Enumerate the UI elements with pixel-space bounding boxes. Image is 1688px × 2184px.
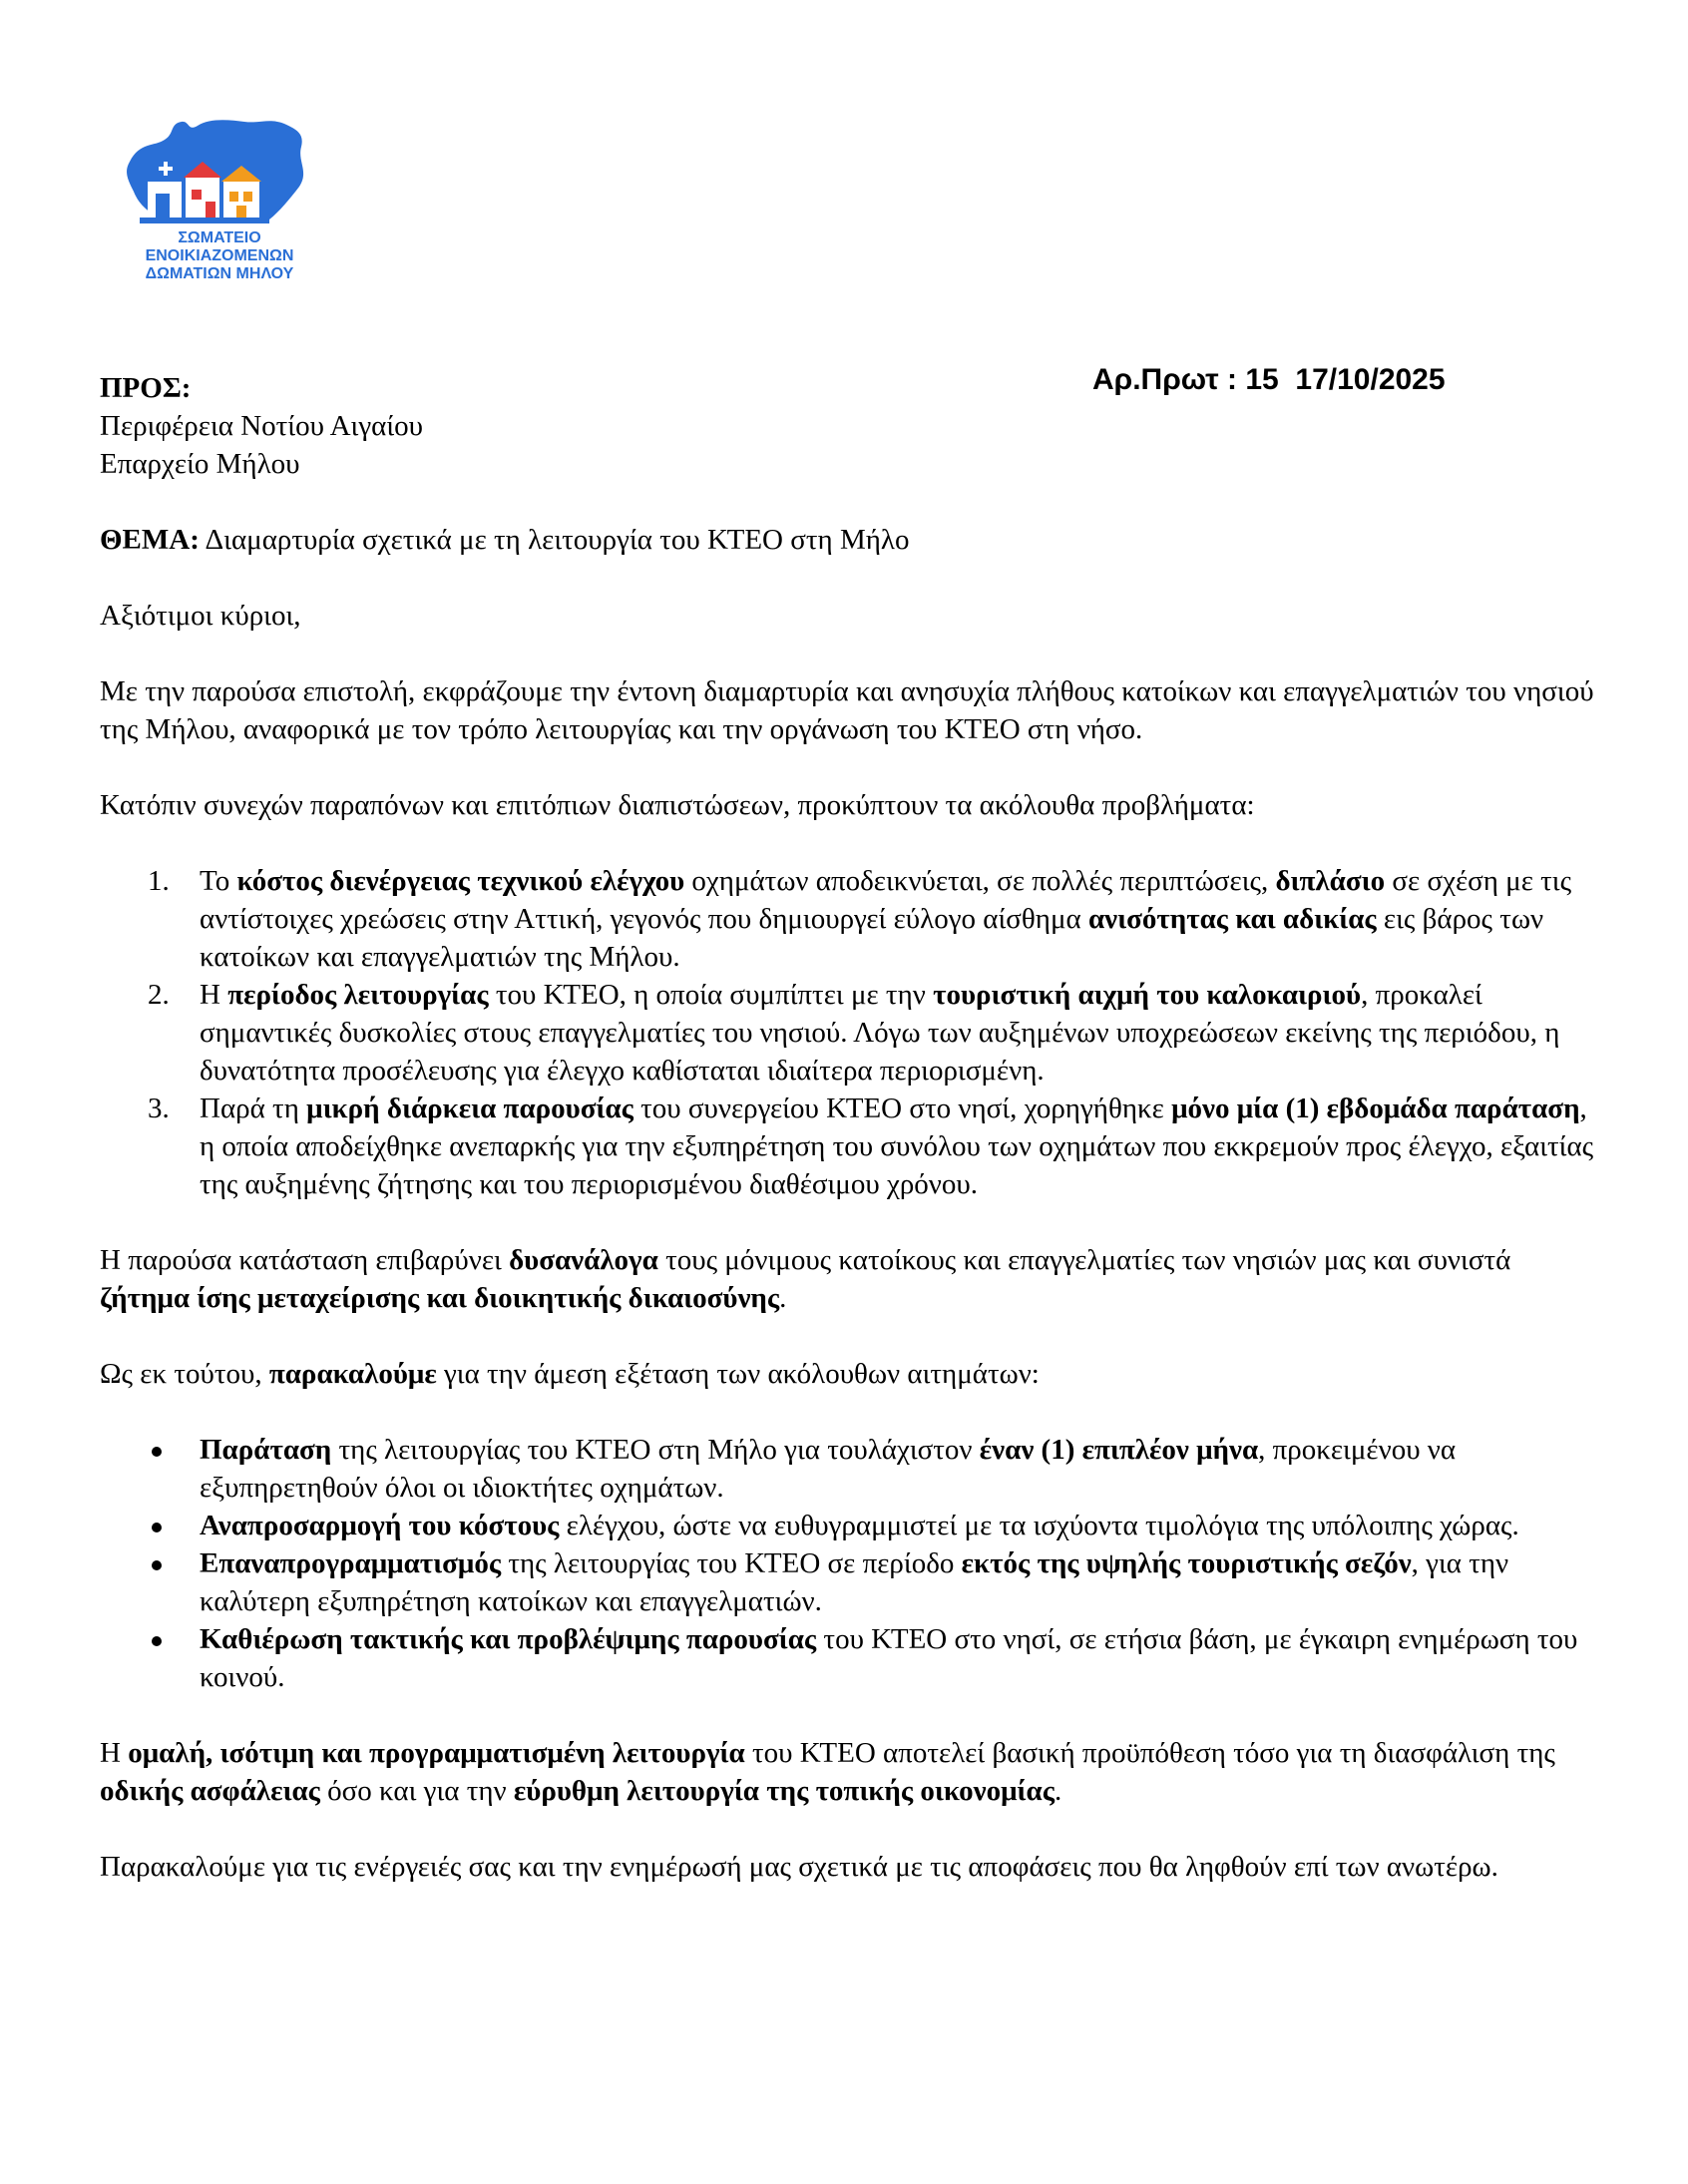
- request-item: Επαναπρογραμματισμός της λειτουργίας του ΚΤΕΟ σε περίοδο εκτός της υψηλής τουριστικής σεζόν, για την καλύτερη εξυπηρέτηση κατοίκων και επαγγελματιών.: [100, 1544, 1596, 1620]
- problem-item: 2. Η περίοδος λειτουργίας του ΚΤΕΟ, η οποία συμπίπτει με την τουριστική αιχμή του καλοκαιριού, προκαλεί σημαντικές δυσκολίες στους επαγγελματίες του νησιού. Λόγω των αυξημένων υποχρεώσεων εκείνης της περιόδου, η δυνατότητα προσέλευσης για έλεγχο καθίσταται ιδιαίτερα περιορισμένη.: [100, 976, 1596, 1090]
- bullet-icon: [152, 1636, 162, 1646]
- association-logo: [120, 112, 319, 291]
- recipient-line-1: Περιφέρεια Νοτίου Αιγαίου: [100, 410, 424, 442]
- protocol-value: 15: [1245, 363, 1279, 396]
- request-item: Καθιέρωση τακτικής και προβλέψιμης παρουσίας του ΚΤΕΟ στο νησί, σε ετήσια βάση, με έγκαιρη ενημέρωση του κοινού.: [100, 1620, 1596, 1696]
- milos-island-house-icon: [120, 112, 319, 241]
- problem-number: 2.: [148, 979, 170, 1011]
- bullet-icon: [152, 1560, 162, 1570]
- intro-paragraph: Με την παρούσα επιστολή, εκφράζουμε την έντονη διαμαρτυρία και ανησυχία πλήθους κατοίκων και επαγγελματιών του νησιού της Μήλου, αναφορικά με τον τρόπο λειτουργίας και την οργάνωση του ΚΤΕΟ στη νήσο.: [100, 675, 1594, 745]
- request-paragraph: Ως εκ τούτου, παρακαλούμε για την άμεση εξέταση των ακόλουθων αιτημάτων:: [100, 1358, 1040, 1390]
- requests-list: [100, 1431, 1596, 1696]
- problems-intro: Κατόπιν συνεχών παραπόνων και επιτόπιων διαπιστώσεων, προκύπτουν τα ακόλουθα προβλήματα:: [100, 789, 1255, 821]
- logo-line-3: ΔΩΜΑΤΙΩΝ ΜΗΛΟΥ: [145, 265, 294, 282]
- problem-item: 3. Παρά τη μικρή διάρκεια παρουσίας του συνεργείου ΚΤΕΟ στο νησί, χορηγήθηκε μόνο μία (1) εβδομάδα παράταση, η οποία αποδείχθηκε ανεπαρκής για την εξυπηρέτηση του συνόλου των οχημάτων που εκκρεμούν προς έλεγχο, εξαιτίας της αυξημένης ζήτησης και του περιορισμένου διαθέσιμου χρόνου.: [100, 1090, 1596, 1203]
- bullet-icon: [152, 1523, 162, 1532]
- request-item: Παράταση της λειτουργίας του ΚΤΕΟ στη Μήλο για τουλάχιστον έναν (1) επιπλέον μήνα, προκειμένου να εξυπηρετηθούν όλοι οι ιδιοκτήτες οχημάτων.: [100, 1431, 1596, 1507]
- recipient-line-2: Επαρχείο Μήλου: [100, 448, 300, 480]
- subject: [100, 521, 1596, 559]
- request-item: Αναπροσαρμογή του κόστους ελέγχου, ώστε να ευθυγραμμιστεί με τα ισχύοντα τιμολόγια της υπόλοιπης χώρας.: [100, 1507, 1596, 1544]
- burden-paragraph: Η παρούσα κατάσταση επιβαρύνει δυσανάλογα τους μόνιμους κατοίκους και επαγγελματίες των νησιών μας και συνιστά ζήτημα ίσης μεταχείρισης και διοικητικής δικαιοσύνης.: [100, 1244, 1511, 1314]
- letter-body: [100, 369, 1596, 1886]
- logo-line-1: ΣΩΜΑΤΕΙΟ: [178, 229, 261, 246]
- subject-label: ΘΕΜΑ:: [100, 524, 200, 556]
- protocol-date: 17/10/2025: [1295, 363, 1446, 396]
- greeting: Αξιότιμοι κύριοι,: [100, 600, 301, 632]
- bullet-icon: [152, 1447, 162, 1457]
- protocol-label: Αρ.Πρωτ :: [1092, 363, 1238, 396]
- subject-text: Διαμαρτυρία σχετικά με τη λειτουργία του ΚΤΕΟ στη Μήλο: [199, 524, 910, 556]
- conclusion-paragraph: Η ομαλή, ισότιμη και προγραμματισμένη λειτουργία του ΚΤΕΟ αποτελεί βασική προϋπόθεση τόσο για τη διασφάλιση της οδικής ασφάλειας όσο και για την εύρυθμη λειτουργία της τοπικής οικονομίας.: [100, 1737, 1555, 1807]
- logo-line-2: ΕΝΟΙΚΙΑΖΟΜΕΝΩΝ: [145, 247, 294, 264]
- problem-number: 3.: [148, 1092, 170, 1124]
- problem-number: 1.: [148, 865, 170, 897]
- problem-item: 1. Το κόστος διενέργειας τεχνικού ελέγχου οχημάτων αποδεικνύεται, σε πολλές περιπτώσεις, διπλάσιο σε σχέση με τις αντίστοιχες χρεώσεις στην Αττική, γεγονός που δημιουργεί εύλογο αίσθημα ανισότητας και αδικίας εις βάρος των κατοίκων και επαγγελματιών της Μήλου.: [100, 862, 1596, 976]
- recipient-label: ΠΡΟΣ:: [100, 372, 192, 404]
- closing-paragraph: Παρακαλούμε για τις ενέργειές σας και την ενημέρωσή μας σχετικά με τις αποφάσεις που θα ληφθούν επί των ανωτέρω.: [100, 1851, 1498, 1883]
- problems-list: [100, 862, 1596, 1203]
